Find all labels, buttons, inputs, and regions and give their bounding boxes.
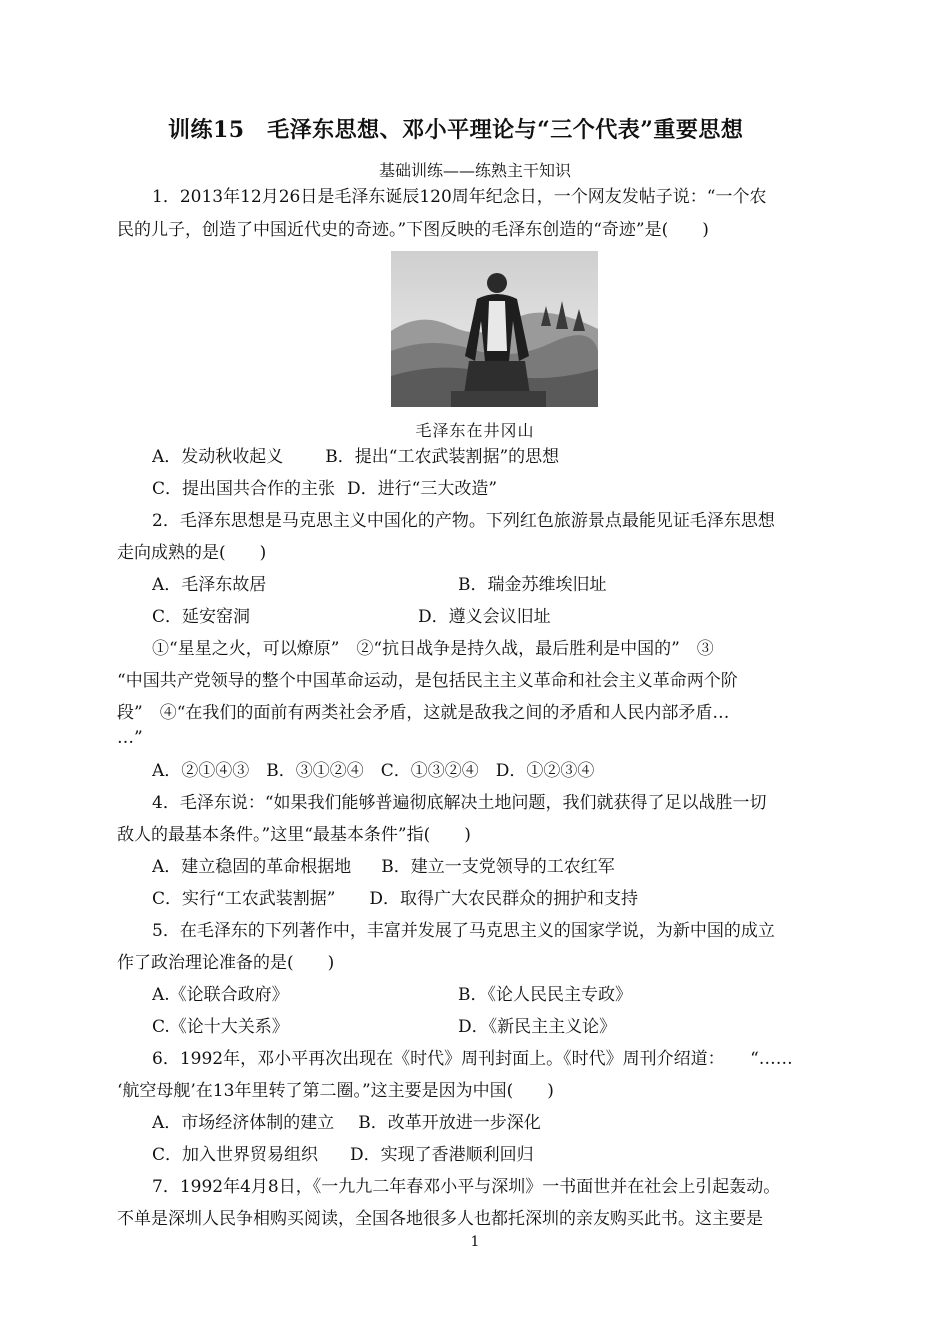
question-3-options: A．②①④③ B．③①②④ C．①③②④ D．①②③④ [152, 761, 595, 781]
question-6-line-2: ‘航空母舰’在13年里转了第二圈。”这主要是因为中国( ) [117, 1081, 554, 1101]
question-6-options-ab [152, 1112, 840, 1134]
question-5-line-2: 作了政治理论准备的是( ) [117, 953, 335, 973]
option-b: B．《论人民民主专政》 [458, 985, 632, 1005]
option-b: B．瑞金苏维埃旧址 [458, 575, 607, 595]
question-3-line-3: 段” ④“在我们的面前有两类社会矛盾，这就是敌我之间的矛盾和人民内部矛盾… [117, 703, 730, 723]
question-4-line-2: 敌人的最基本条件。”这里“最基本条件”指( ) [117, 825, 471, 845]
question-7-line-1: 7．1992年4月8日，《一九九二年春邓小平与深圳》一书面世并在社会上引起轰动。 [152, 1177, 781, 1197]
question-5-options-cd [152, 1016, 840, 1038]
question-2-options-cd [152, 606, 840, 628]
question-3-line-4: …” [117, 728, 143, 748]
question-2-line-2: 走向成熟的是( ) [117, 543, 267, 563]
option-c: C.《论十大关系》 [152, 1017, 289, 1037]
question-6-line-1: 6．1992年，邓小平再次出现在《时代》周刊封面上。《时代》周刊介绍道： “…… [152, 1049, 793, 1069]
option-c: C．加入世界贸易组织 [152, 1145, 319, 1165]
question-1-line-2: 民的儿子，创造了中国近代史的奇迹。”下图反映的毛泽东创造的“奇迹”是( ) [117, 220, 709, 240]
option-d: D．遵义会议旧址 [418, 607, 551, 627]
option-c: C．延安窑洞 [152, 607, 251, 627]
figure-caption: 毛泽东在井冈山 [415, 421, 535, 440]
question-3-line-2: “中国共产党领导的整个中国革命运动，是包括民主主义革命和社会主义革命两个阶 [117, 671, 738, 691]
option-d: D．进行“三大改造” [347, 479, 498, 499]
option-d: D．《新民主主义论》 [458, 1017, 617, 1037]
question-4-options-cd [152, 888, 840, 910]
option-c: C．实行“工农武装割据” [152, 889, 336, 909]
option-b: B．提出“工农武装割据”的思想 [325, 447, 560, 467]
mao-jinggangshan-painting [391, 251, 598, 407]
option-d: D．实现了香港顺利回归 [350, 1145, 534, 1165]
question-6-options-cd [152, 1144, 840, 1166]
option-a: A．市场经济体制的建立 [152, 1113, 335, 1133]
question-2-options-ab [152, 574, 840, 596]
question-1-line-1: 1．2013年12月26日是毛泽东诞辰120周年纪念日，一个网友发帖子说：“一个农 [152, 187, 767, 207]
question-1-options-ab [152, 446, 840, 468]
question-5-options-ab [152, 984, 840, 1006]
option-a: A．建立稳固的革命根据地 [152, 857, 352, 877]
page-title: 训练15 毛泽东思想、邓小平理论与“三个代表”重要思想 [168, 117, 744, 143]
question-4-options-ab [152, 856, 840, 878]
question-3-line-1: ①“星星之火，可以燎原” ②“抗日战争是持久战，最后胜利是中国的” ③ [152, 639, 714, 659]
question-4-line-1: 4．毛泽东说：“如果我们能够普遍彻底解决土地问题，我们就获得了足以战胜一切 [152, 793, 767, 813]
question-2-line-1: 2．毛泽东思想是马克思主义中国化的产物。下列红色旅游景点最能见证毛泽东思想 [152, 511, 775, 531]
option-d: D．取得广大农民群众的拥护和支持 [369, 889, 639, 909]
option-b: B．建立一支党领导的工农红军 [381, 857, 615, 877]
option-a: A．毛泽东故居 [152, 575, 267, 595]
question-5-line-1: 5．在毛泽东的下列著作中，丰富并发展了马克思主义的国家学说，为新中国的成立 [152, 921, 775, 941]
question-7-line-2: 不单是深圳人民争相购买阅读，全国各地很多人也都托深圳的亲友购买此书。这主要是 [117, 1209, 763, 1229]
question-1-options-cd [152, 478, 840, 500]
section-subtitle: 基础训练——练熟主干知识 [378, 161, 571, 180]
option-a: A.《论联合政府》 [152, 985, 289, 1005]
option-c: C．提出国共合作的主张 [152, 479, 336, 499]
painting-illustration [391, 251, 598, 407]
page-number: 1 [470, 1234, 480, 1250]
option-a: A．发动秋收起义 [152, 447, 284, 467]
option-b: B．改革开放进一步深化 [358, 1113, 541, 1133]
